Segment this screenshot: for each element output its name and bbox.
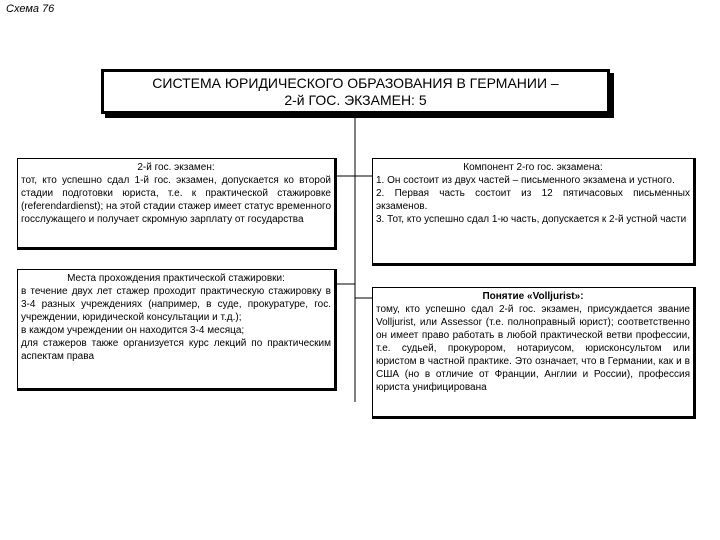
diagram-title — [101, 69, 610, 114]
places-item-1: в течение двух лет стажер проходит практическую стажировку в 3-4 разных учреждениях (например, в суде, прокуратуре, гос. учреждении, юридической консультации и т.д.); — [21, 286, 331, 323]
component-heading: Компонент 2-го гос. экзамена: — [463, 162, 603, 173]
exam-heading: 2-й гос. экзамен: — [137, 162, 215, 173]
places-item-3: для стажеров также организуется курс лекций по практическим аспектам права — [21, 338, 331, 362]
exam-text: тот, кто успешно сдал 1-й гос. экзамен, допускается ко второй стадии подготовки юриста, т.е. к практической стажировке (referendardienst); на этой стадии стажер имеет статус временного госслужащего и получает скромную зарплату от государства — [21, 175, 331, 225]
places-box — [17, 269, 337, 391]
exam-box — [17, 158, 337, 250]
places-item-2: в каждом учреждении он находится 3-4 месяца; — [21, 325, 245, 336]
component-item-2: 2. Первая часть состоит из 12 пятичасовых письменных экзаменов. — [376, 188, 690, 212]
volljurist-heading: Понятие «Volljurist»: — [482, 291, 584, 302]
title-line-1: СИСТЕМА ЮРИДИЧЕСКОГО ОБРАЗОВАНИЯ В ГЕРМАНИИ – — [152, 74, 559, 91]
component-item-3: 3. Тот, кто успешно сдал 1-ю часть, допускается к 2-й устной части — [376, 214, 687, 225]
component-item-1: 1. Он состоит из двух частей – письменного экзамена и устного. — [376, 175, 675, 186]
component-box — [372, 158, 696, 266]
places-heading: Места прохождения практической стажировки: — [67, 273, 285, 284]
scheme-caption: Схема 76 — [6, 3, 55, 15]
volljurist-text: тому, кто успешно сдал 2-й гос. экзамен, присуждается звание Volljurist, или Assessor (т.е. полноправный юрист); соответственно он имеет право работать в любой практической ветви профессии, т.е. судьей, прокурором, нотариусом, юрисконсультом или юристом в частной практике. Это означает, что в Германии, как и в США (но в отличие от Франции, Англии и России), профессия юриста унифицирована — [376, 304, 690, 393]
title-line-2: 2-й ГОС. ЭКЗАМЕН: 5 — [284, 91, 427, 108]
volljurist-box — [372, 287, 696, 419]
